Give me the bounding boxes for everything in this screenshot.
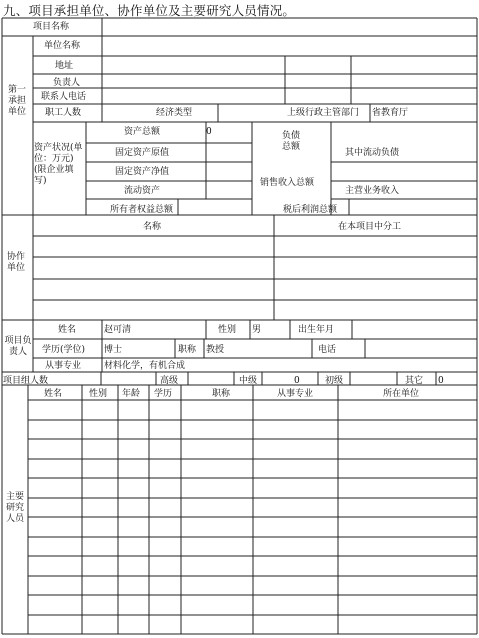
fixed-assets-original-label: 固定资产原值 (115, 148, 170, 158)
address-label: 地址 (55, 61, 74, 71)
sales-revenue-label: 销售收入总额 (260, 178, 315, 188)
coop-name-header: 名称 (143, 222, 162, 232)
section-researchers: 主要研究人员 (5, 492, 24, 524)
coop-division-header: 在本项目中分工 (338, 222, 402, 232)
title-label: 职称 (178, 345, 197, 355)
leader-label: 负责人 (53, 78, 81, 88)
superior-dept-label: 上级行政主管部门 (287, 108, 360, 118)
gender-value: 男 (252, 325, 262, 335)
leader-name-value: 赵可清 (104, 325, 132, 335)
staff-count-label: 职工人数 (45, 108, 82, 118)
staff-count-total-label: 项目组人数 (3, 376, 49, 386)
researcher-header-age: 年龄 (122, 389, 141, 399)
total-assets-value: 0 (206, 127, 212, 137)
current-assets-label: 流动资产 (124, 186, 161, 196)
degree-value: 博士 (104, 345, 123, 355)
researcher-header-gender: 性别 (89, 389, 108, 399)
phone-label: 电话 (318, 345, 337, 355)
researcher-header-major: 从事专业 (277, 389, 314, 399)
senior-label: 高级 (160, 376, 179, 386)
asset-status-label: 资产状况(单位：万元)(限企业填写) (34, 143, 83, 186)
leader-name-label: 姓名 (58, 325, 77, 335)
researcher-header-name: 姓名 (44, 389, 63, 399)
main-business-revenue-label: 主营业务收入 (345, 186, 400, 196)
section-leader: 项目负责人 (4, 336, 32, 357)
total-liabilities-label: 负债总额 (281, 131, 300, 152)
mid-label: 中级 (239, 376, 258, 386)
contact-phone-label: 联系人电话 (41, 92, 87, 102)
section-first-unit: 第一承担单位 (8, 85, 27, 117)
fixed-assets-net-label: 固定资产净值 (115, 167, 170, 177)
researcher-header-affiliation: 所在单位 (383, 389, 420, 399)
mid-value: 0 (294, 376, 300, 386)
title-value: 教授 (206, 345, 225, 355)
unit-name-label: 单位名称 (44, 41, 81, 51)
junior-label: 初级 (325, 376, 344, 386)
major-value: 材料化学，有机合成 (104, 361, 186, 371)
major-label: 从事专业 (45, 361, 82, 371)
researcher-header-title: 职称 (212, 389, 231, 399)
other-label: 其它 (405, 376, 424, 386)
researcher-header-education: 学历 (154, 389, 173, 399)
project-name-label: 项目名称 (33, 22, 70, 32)
section-coop: 协作单位 (6, 252, 25, 273)
page-title: 九、项目承担单位、协作单位及主要研究人员情况。 (3, 3, 296, 18)
current-liabilities-label: 其中流动负债 (345, 148, 400, 158)
degree-label: 学历(学位) (42, 345, 86, 355)
total-assets-label: 资产总额 (124, 127, 161, 137)
economy-type-label: 经济类型 (156, 108, 193, 118)
owners-equity-label: 所有者权益总额 (110, 205, 174, 215)
after-tax-profit-label: 税后利润总额 (283, 205, 338, 215)
superior-dept-value: 省教育厅 (372, 108, 409, 118)
birth-label: 出生年月 (298, 325, 335, 335)
other-value: 0 (438, 376, 444, 386)
gender-label: 性别 (218, 325, 237, 335)
